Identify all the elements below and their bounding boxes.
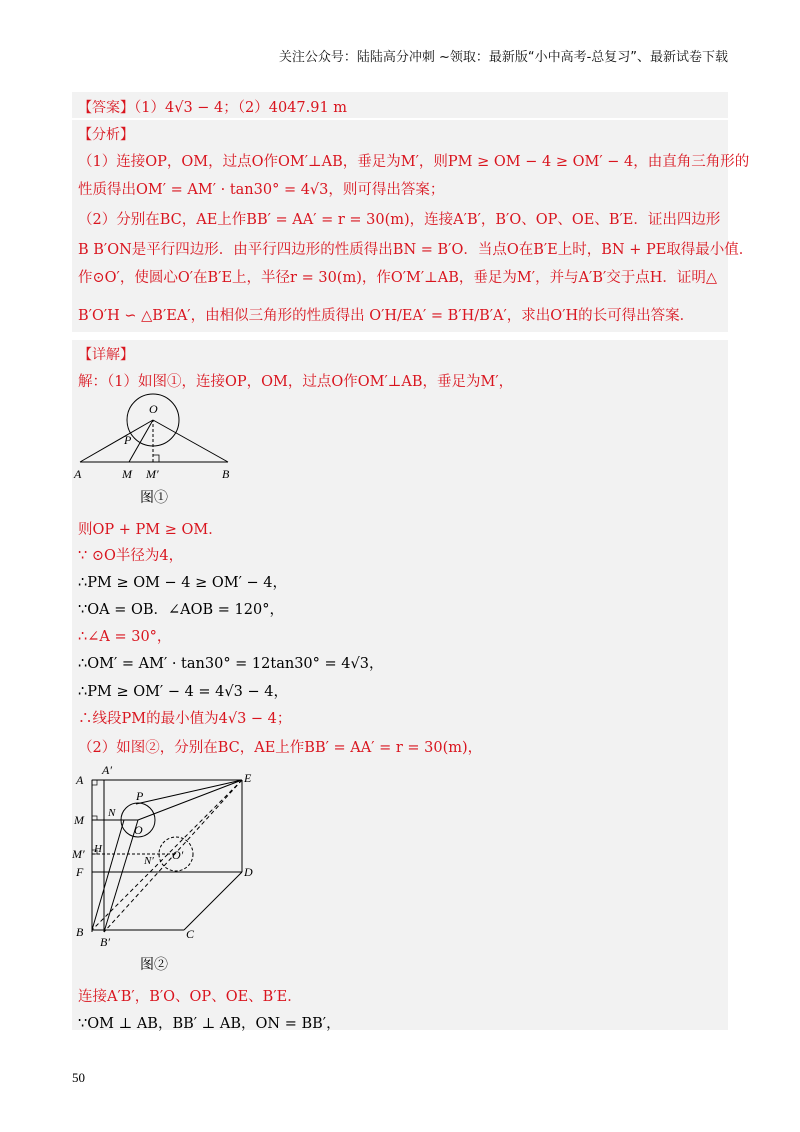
fig2-label-o: O bbox=[134, 823, 143, 837]
fig2-label-o-prime: O′ bbox=[172, 848, 184, 862]
fig1-line-om bbox=[129, 420, 153, 462]
fig1-label-a: A bbox=[74, 467, 82, 481]
fig1-line-ob bbox=[153, 420, 228, 462]
fig1-line-oa bbox=[80, 420, 153, 462]
step-2: ∵ ⊙O半径为4， bbox=[78, 548, 184, 564]
step-5: ∴∠A = 30°， bbox=[78, 629, 172, 645]
fig2-label-c: C bbox=[186, 927, 195, 941]
analysis-line-3: （2）分别在BC，AE上作BB′ = AA′ = r = 30(m)，连接A′B′，B′O、OP、OE、B′E．证出四边形 bbox=[78, 212, 721, 228]
analysis-line-5: 作⊙O′，使圆心O′在B′E上，半径r = 30(m)，作O′M′⊥AB，垂足为M′，并与A′B′交于点H．证明△ bbox=[78, 270, 718, 286]
fig1-label-m-prime: M′ bbox=[146, 467, 159, 481]
fig1-label-m: M bbox=[122, 467, 132, 481]
fig1-right-angle bbox=[153, 455, 159, 462]
answer-tag: 【答案】 bbox=[78, 100, 134, 116]
fig2-line-eb bbox=[92, 780, 242, 930]
fig1-caption: 图① bbox=[140, 490, 168, 506]
after-line-2: ∵OM ⊥ AB，BB′ ⊥ AB，ON = BB′， bbox=[78, 1016, 341, 1032]
fig2-label-m-prime: M′ bbox=[72, 847, 85, 861]
after-line-1: 连接A′B′，B′O、OP、OE、B′E． bbox=[78, 989, 302, 1005]
analysis-tag: 【分析】 bbox=[78, 127, 134, 143]
figure-2 bbox=[72, 760, 272, 970]
part2-intro: （2）如图②，分别在BC，AE上作BB′ = AA′ = r = 30(m)， bbox=[78, 740, 483, 756]
step-6: ∴OM′ = AM′ · tan30° = 12tan30° = 4√3， bbox=[78, 656, 384, 672]
fig2-label-h: H bbox=[94, 843, 102, 855]
fig2-label-m: M bbox=[74, 813, 84, 827]
figure-1 bbox=[72, 392, 272, 502]
fig2-line-dc bbox=[184, 872, 242, 930]
answer-line bbox=[78, 96, 347, 117]
analysis-line-1: （1）连接OP，OM，过点O作OM′⊥AB，垂足为M′，则PM ≥ OM − 4 ≥ OM′ − 4，由直角三角形的 bbox=[78, 154, 750, 170]
fig2-label-a-prime: A′ bbox=[102, 763, 112, 777]
fig2-marker-a bbox=[92, 780, 97, 785]
fig2-label-n: N bbox=[108, 807, 116, 819]
detail-tag: 【详解】 bbox=[78, 347, 134, 363]
page-header: 关注公众号：陆陆高分冲刺 ~领取：最新版“小中高考-总复习”、最新试卷下载 bbox=[278, 50, 728, 65]
fig2-caption: 图② bbox=[140, 957, 168, 973]
answer-text: （1）4√3 − 4；（2）4047.91 m bbox=[134, 100, 348, 116]
part1-intro: 解：（1）如图①，连接OP，OM，过点O作OM′⊥AB，垂足为M′， bbox=[78, 374, 514, 390]
fig2-label-d: D bbox=[244, 865, 253, 879]
step-1: 则OP + PM ≥ OM． bbox=[78, 522, 223, 538]
fig2-label-a: A bbox=[76, 773, 84, 787]
page-number: 50 bbox=[72, 1070, 85, 1085]
fig2-line-b-prime-o bbox=[104, 820, 138, 932]
fig2-label-b: B bbox=[76, 925, 84, 939]
analysis-line-4: B B′ON是平行四边形．由平行四边形的性质得出BN = B′O．当点O在B′E上时，BN + PE取得最小值． bbox=[78, 242, 754, 258]
fig2-marker-m bbox=[92, 816, 97, 820]
fig2-label-e: E bbox=[244, 771, 252, 785]
step-8: ∴线段PM的最小值为4√3 − 4； bbox=[78, 711, 292, 727]
fig1-label-b: B bbox=[222, 467, 230, 481]
step-7: ∴PM ≥ OM′ − 4 = 4√3 − 4， bbox=[78, 684, 288, 700]
fig2-label-b-prime: B′ bbox=[100, 935, 110, 949]
step-4: ∵OA = OB．∠AOB = 120°， bbox=[78, 602, 284, 618]
fig1-label-p: P bbox=[124, 433, 132, 447]
fig2-label-n-prime: N′ bbox=[144, 855, 154, 867]
analysis-line-2: 性质得出OM′ = AM′ · tan30° = 4√3，则可得出答案； bbox=[78, 182, 445, 198]
step-3: ∴PM ≥ OM − 4 ≥ OM′ − 4， bbox=[78, 575, 288, 591]
fig2-label-p: P bbox=[136, 789, 144, 803]
fig2-label-f: F bbox=[76, 865, 84, 879]
analysis-line-6: B′O′H ∽ △B′EA′，由相似三角形的性质得出 O′H/EA′ = B′H/B′A′，求出O′H的长可得出答案． bbox=[78, 308, 695, 324]
fig1-label-o: O bbox=[149, 402, 158, 416]
